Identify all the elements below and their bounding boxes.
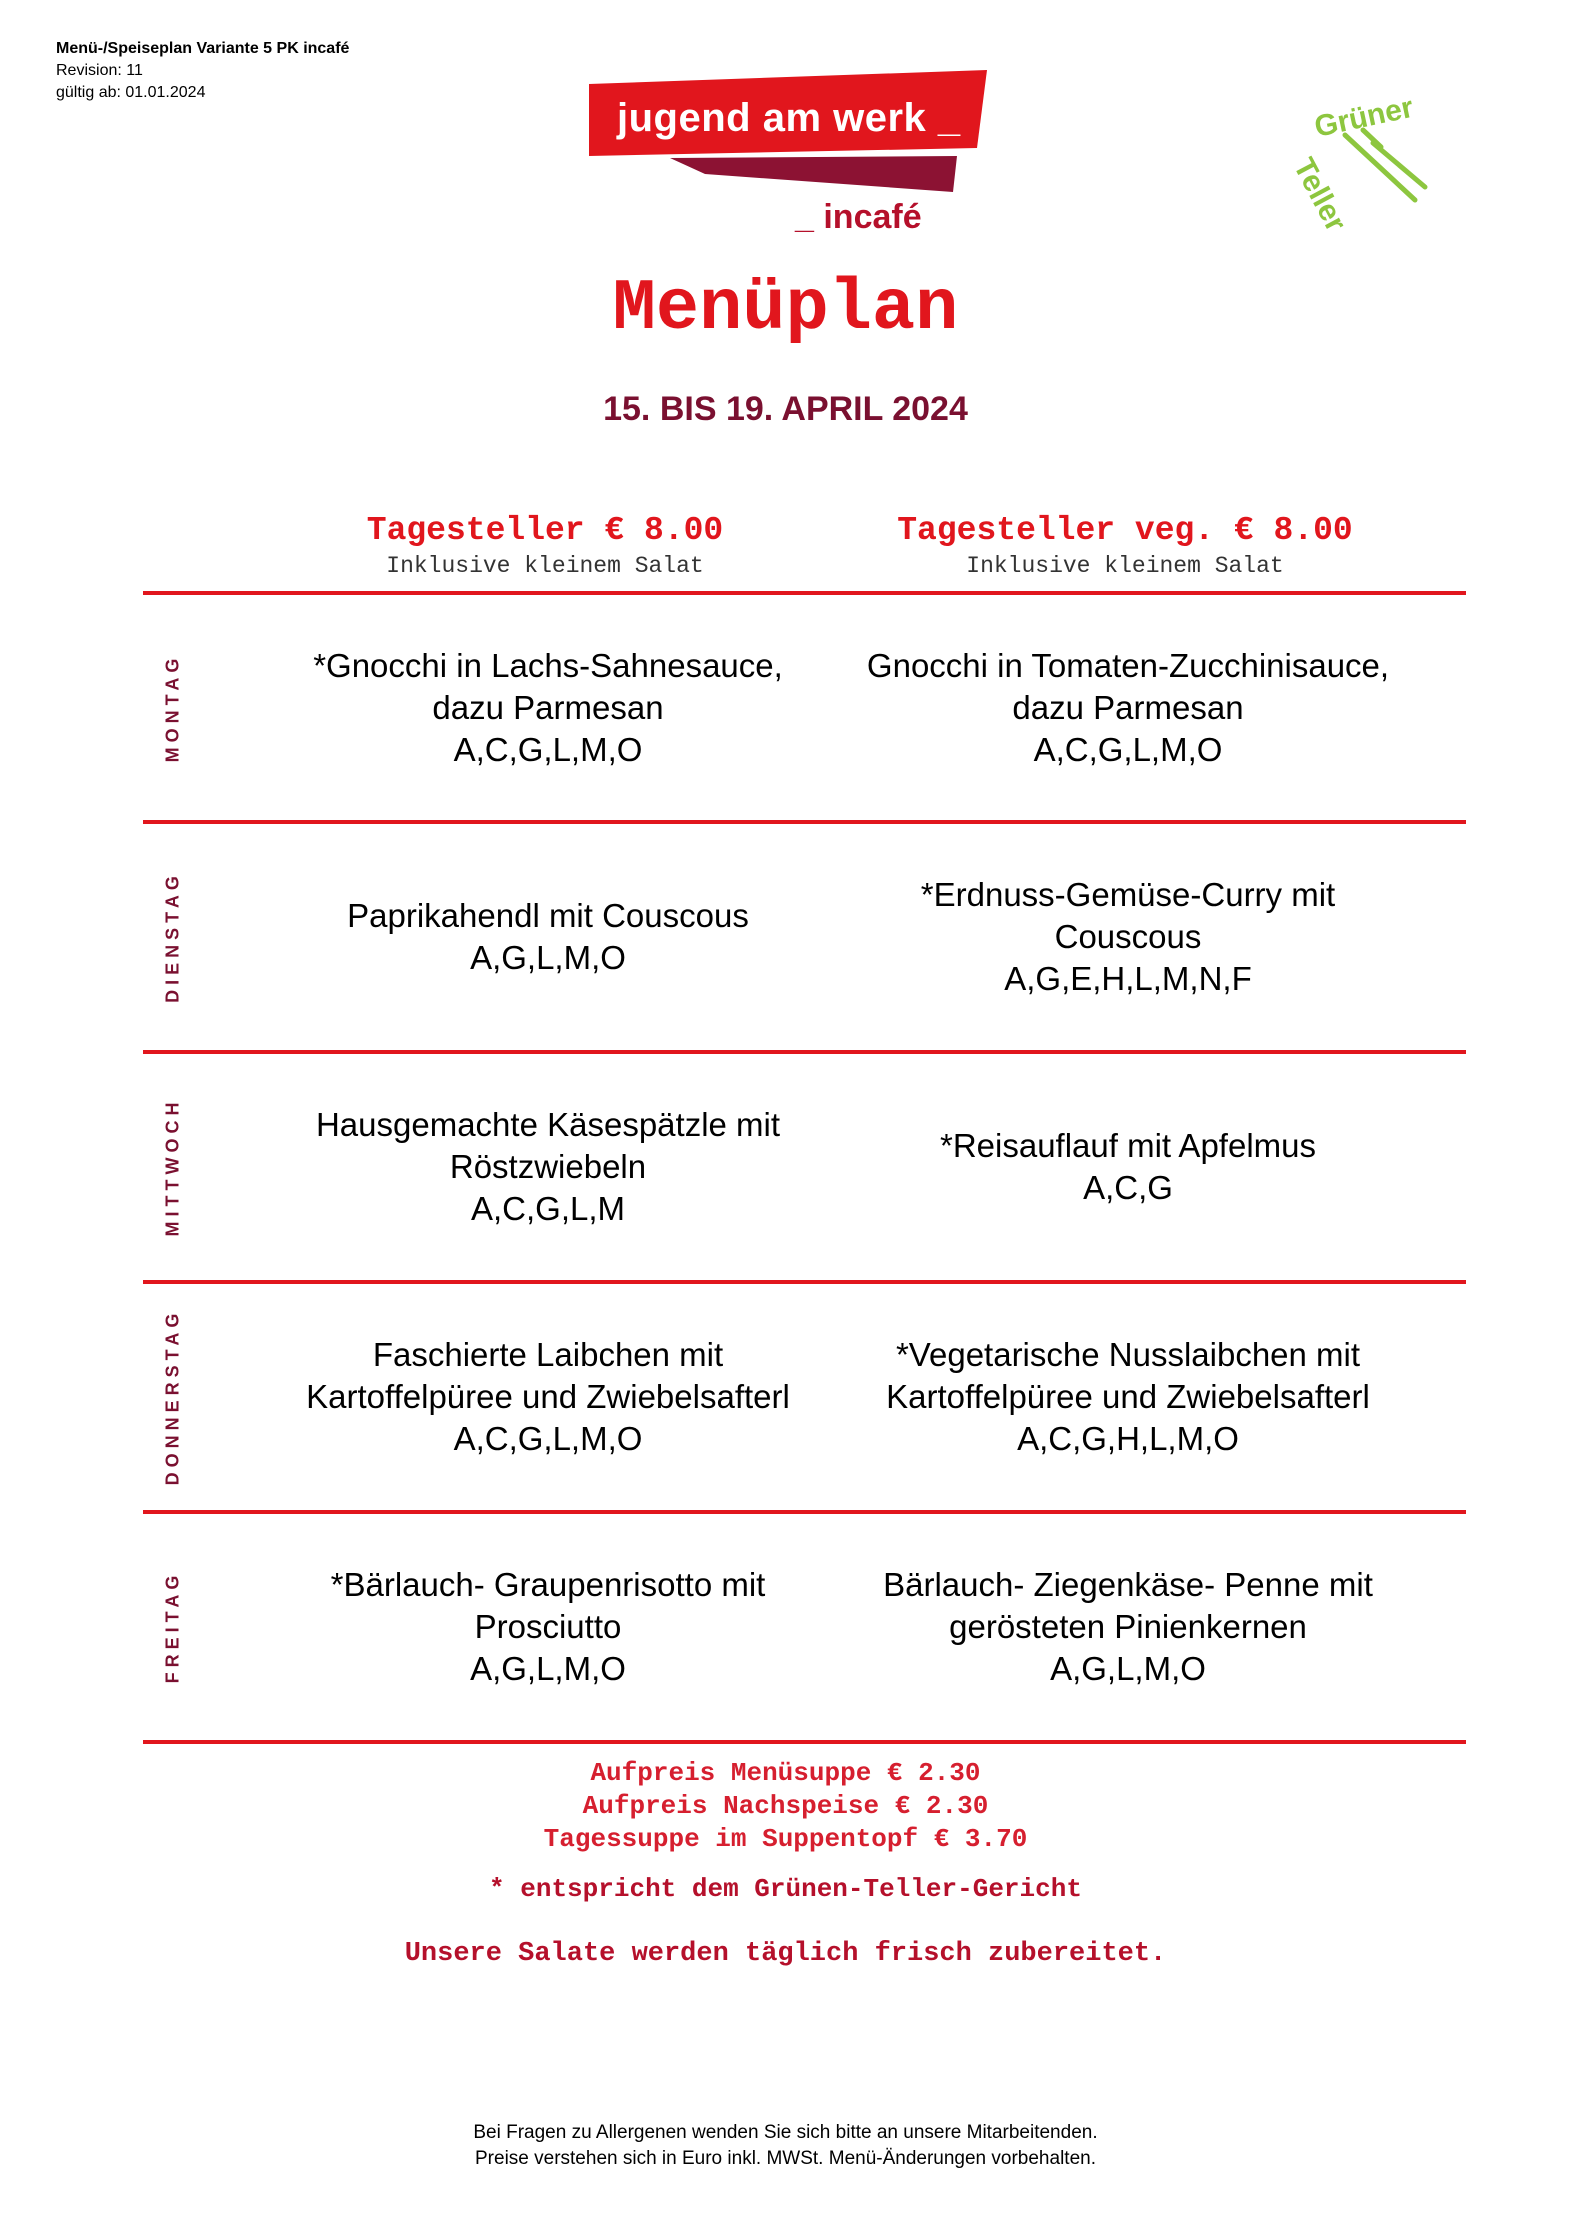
day-label: DIENSTAG bbox=[162, 871, 183, 1003]
surcharge-dessert: Aufpreis Nachspeise € 2.30 bbox=[582, 1791, 989, 1821]
page-title: Menüplan bbox=[612, 268, 959, 350]
dish-meat bbox=[258, 1284, 838, 1510]
dish-line: Kartoffelpüree und Zwiebelsafterl bbox=[306, 1378, 790, 1415]
allergen-codes: A,C,G bbox=[1083, 1169, 1173, 1206]
dish-line: Faschierte Laibchen mit bbox=[372, 1336, 724, 1373]
allergen-codes: A,G,L,M,O bbox=[470, 939, 626, 976]
dish-veg bbox=[838, 1514, 1418, 1740]
daily-soup-price: Tagessuppe im Suppentopf € 3.70 bbox=[543, 1824, 1028, 1854]
dish-line: Bärlauch- Ziegenkäse- Penne mit bbox=[883, 1566, 1373, 1603]
footer-allergen-note: Bei Fragen zu Allergenen wenden Sie sich bitte an unsere Mitarbeitenden. bbox=[473, 2122, 1098, 2143]
allergen-codes: A,G,L,M,O bbox=[1050, 1650, 1206, 1687]
column-subtitle: Inklusive kleinem Salat bbox=[386, 553, 704, 579]
green-plate-note: * entspricht dem Grünen-Teller-Gericht bbox=[489, 1874, 1082, 1904]
logo-main-text: jugend am werk _ bbox=[617, 96, 961, 140]
day-row-thursday bbox=[143, 1284, 1466, 1510]
dish-line: dazu Parmesan bbox=[432, 689, 664, 726]
gruener-teller-icon bbox=[1275, 95, 1445, 235]
dish-veg bbox=[838, 824, 1418, 1050]
dish-line: *Gnocchi in Lachs-Sahnesauce, bbox=[313, 647, 783, 684]
dish-line: Paprikahendl mit Couscous bbox=[347, 897, 749, 934]
dish-line: dazu Parmesan bbox=[1012, 689, 1244, 726]
logo-sub-text: _ incafé bbox=[795, 198, 922, 236]
day-row-tuesday bbox=[143, 824, 1466, 1050]
column-title: Tagesteller veg. € 8.00 bbox=[897, 512, 1353, 549]
dish-veg bbox=[838, 1284, 1418, 1510]
divider bbox=[143, 1740, 1466, 1744]
dish-line: Prosciutto bbox=[474, 1608, 622, 1645]
date-range: 15. BIS 19. APRIL 2024 bbox=[603, 390, 968, 428]
day-row-monday bbox=[143, 595, 1466, 821]
surcharge-list bbox=[0, 1757, 1571, 1856]
footer-notes bbox=[0, 2120, 1571, 2172]
document-title: Menü-/Speiseplan Variante 5 PK incafé bbox=[56, 40, 350, 57]
day-row-friday bbox=[143, 1514, 1466, 1740]
valid-from-text: gültig ab: 01.01.2024 bbox=[56, 84, 206, 101]
badge-line1: Grüner bbox=[1311, 95, 1417, 144]
jugend-am-werk-logo bbox=[585, 70, 995, 245]
dish-line: *Bärlauch- Graupenrisotto mit bbox=[330, 1566, 766, 1603]
allergen-codes: A,C,G,L,M,O bbox=[453, 731, 643, 768]
dish-meat bbox=[258, 595, 838, 821]
allergen-codes: A,C,G,L,M,O bbox=[453, 1420, 643, 1457]
dish-meat bbox=[258, 1514, 838, 1740]
dish-veg bbox=[838, 595, 1418, 821]
column-subtitle: Inklusive kleinem Salat bbox=[966, 553, 1284, 579]
dish-meat bbox=[258, 824, 838, 1050]
dish-line: *Erdnuss-Gemüse-Curry mit bbox=[920, 876, 1336, 913]
gruener-teller-badge bbox=[1275, 95, 1445, 235]
dish-line: *Reisauflauf mit Apfelmus bbox=[939, 1127, 1316, 1164]
dish-line: Röstzwiebeln bbox=[449, 1148, 647, 1185]
day-label: DONNERSTAG bbox=[162, 1308, 183, 1486]
column-title: Tagesteller € 8.00 bbox=[366, 512, 724, 549]
allergen-codes: A,C,G,L,M,O bbox=[1033, 731, 1223, 768]
dish-line: gerösteten Pinienkernen bbox=[949, 1608, 1307, 1645]
allergen-codes: A,C,G,H,L,M,O bbox=[1017, 1420, 1239, 1457]
day-label: MITTWOCH bbox=[162, 1097, 183, 1237]
day-label: FREITAG bbox=[162, 1570, 183, 1684]
allergen-codes: A,G,E,H,L,M,N,F bbox=[1004, 960, 1252, 997]
day-label: MONTAG bbox=[162, 653, 183, 763]
document-meta bbox=[56, 38, 349, 104]
dish-line: *Vegetarische Nusslaibchen mit bbox=[895, 1336, 1361, 1373]
surcharge-soup: Aufpreis Menüsuppe € 2.30 bbox=[590, 1758, 981, 1788]
dish-line: Kartoffelpüree und Zwiebelsafterl bbox=[886, 1378, 1370, 1415]
allergen-codes: A,C,G,L,M bbox=[470, 1190, 626, 1227]
salad-note: Unsere Salate werden täglich frisch zubereitet. bbox=[404, 1939, 1167, 1969]
dish-line: Couscous bbox=[1054, 918, 1202, 955]
revision-text: Revision: 11 bbox=[56, 62, 143, 79]
column-header-meat bbox=[265, 512, 825, 579]
badge-line2: Teller bbox=[1286, 152, 1353, 235]
day-row-wednesday bbox=[143, 1054, 1466, 1280]
dish-line: Gnocchi in Tomaten-Zucchinisauce, bbox=[866, 647, 1390, 684]
allergen-codes: A,G,L,M,O bbox=[470, 1650, 626, 1687]
column-header-veg bbox=[845, 512, 1405, 579]
footer-price-note: Preise verstehen sich in Euro inkl. MWSt. Menü-Änderungen vorbehalten. bbox=[475, 2148, 1096, 2169]
dish-veg bbox=[838, 1054, 1418, 1280]
dish-meat bbox=[258, 1054, 838, 1280]
dish-line: Hausgemachte Käsespätzle mit bbox=[315, 1106, 781, 1143]
